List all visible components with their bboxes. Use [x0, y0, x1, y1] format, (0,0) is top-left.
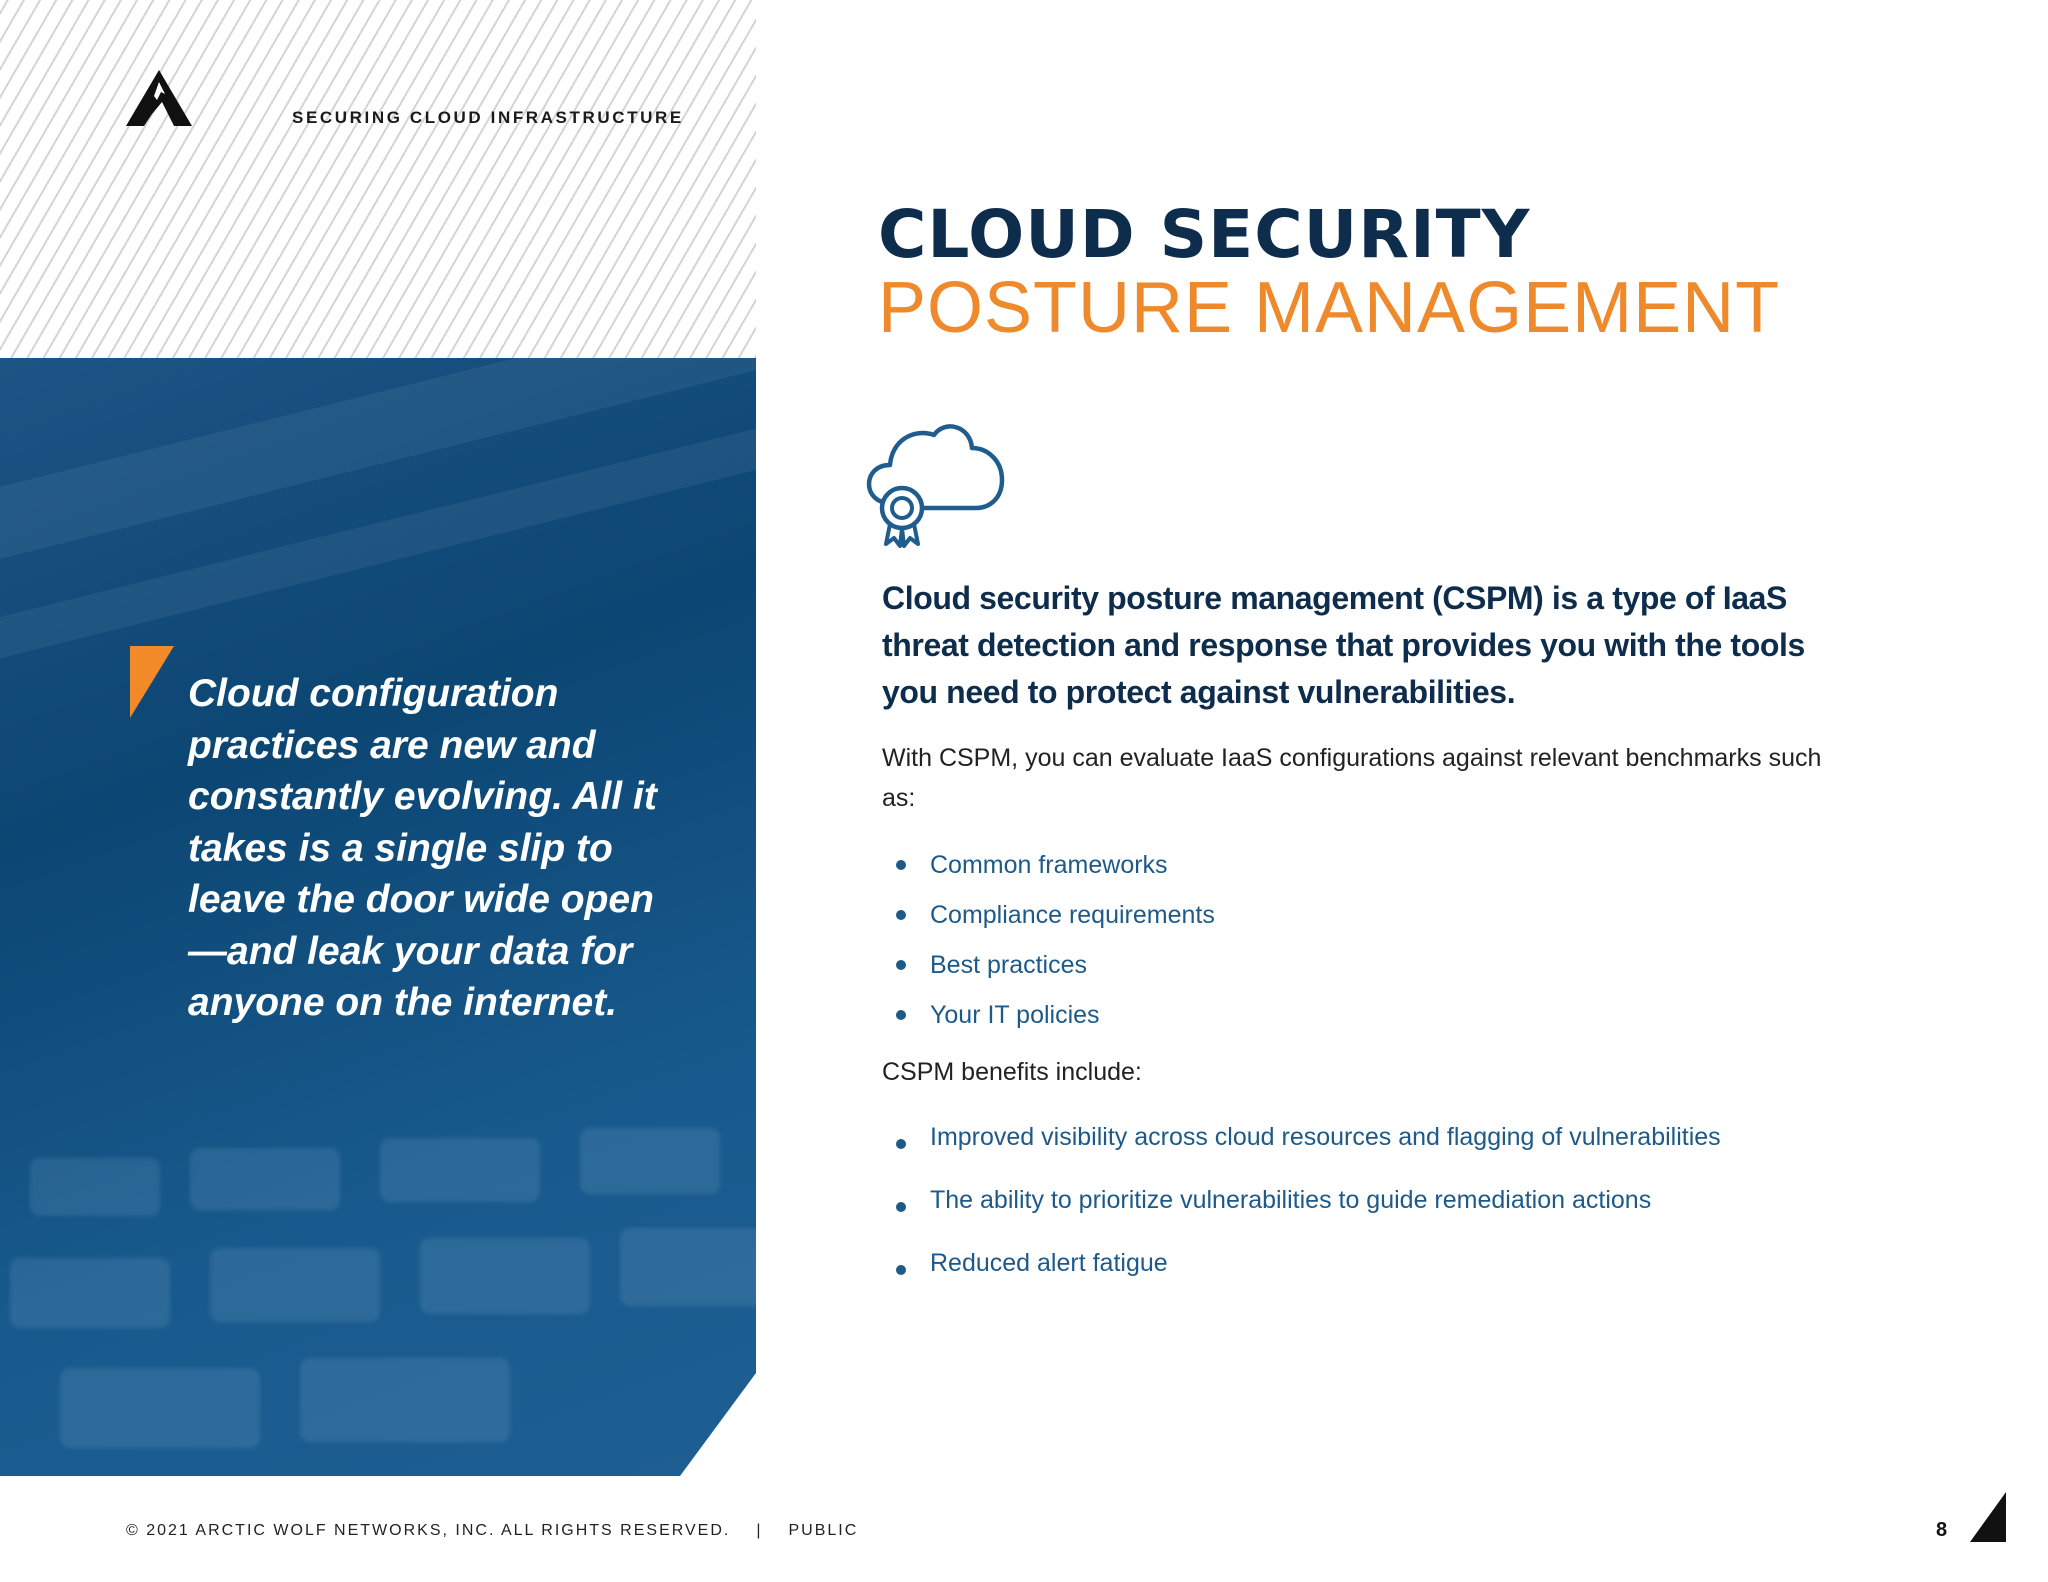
arctic-wolf-logo-icon	[124, 68, 194, 128]
footer-separator: |	[756, 1522, 763, 1539]
keyboard-key-shape	[60, 1368, 260, 1448]
keyboard-key-shape	[380, 1138, 540, 1202]
list-item: Improved visibility across cloud resources and flagging of vulnerabilities	[882, 1112, 1721, 1175]
page-title-line1: CLOUD SECURITY	[878, 196, 1531, 273]
corner-triangle-icon	[1970, 1492, 2006, 1542]
keyboard-key-shape	[420, 1238, 590, 1314]
keyboard-key-shape	[30, 1158, 160, 1216]
cloud-certificate-icon	[852, 410, 1012, 550]
keyboard-key-shape	[620, 1228, 756, 1306]
benefits-label: CSPM benefits include:	[882, 1058, 1142, 1086]
keyboard-key-shape	[300, 1358, 510, 1442]
pull-quote: Cloud configuration practices are new and constantly evolving. All it takes is a single slip to leave the door wide open—and leak your data for anyone on the internet.	[188, 672, 657, 1024]
list-item: Common frameworks	[882, 840, 1215, 890]
benefits-list	[882, 1112, 1721, 1301]
benchmark-list	[882, 840, 1215, 1040]
keyboard-key-shape	[210, 1248, 380, 1322]
classification-label: PUBLIC	[788, 1522, 859, 1539]
page-number: 8	[1936, 1519, 1948, 1541]
list-item: Best practices	[882, 940, 1215, 990]
document-title: SECURING CLOUD INFRASTRUCTURE	[292, 108, 684, 127]
keyboard-key-shape	[190, 1148, 340, 1210]
list-item: Your IT policies	[882, 990, 1215, 1040]
hatched-header-background	[0, 0, 756, 358]
keyboard-key-shape	[10, 1258, 170, 1328]
lead-paragraph: Cloud security posture management (CSPM) is a type of IaaS threat detection and response that provides you with the tools you need to protect against vulnerabilities.	[882, 580, 1805, 710]
list-item: The ability to prioritize vulnerabilities to guide remediation actions	[882, 1175, 1721, 1238]
footer	[126, 1522, 858, 1540]
quote-accent-icon	[130, 646, 174, 718]
keyboard-key-shape	[580, 1128, 720, 1194]
list-item: Compliance requirements	[882, 890, 1215, 940]
page-title-line2: POSTURE MANAGEMENT	[878, 268, 1781, 348]
copyright-text: © 2021 ARCTIC WOLF NETWORKS, INC. ALL RIGHTS RESERVED.	[126, 1522, 731, 1539]
list-item: Reduced alert fatigue	[882, 1238, 1721, 1301]
intro-paragraph: With CSPM, you can evaluate IaaS configurations against relevant benchmarks such as:	[882, 744, 1822, 812]
